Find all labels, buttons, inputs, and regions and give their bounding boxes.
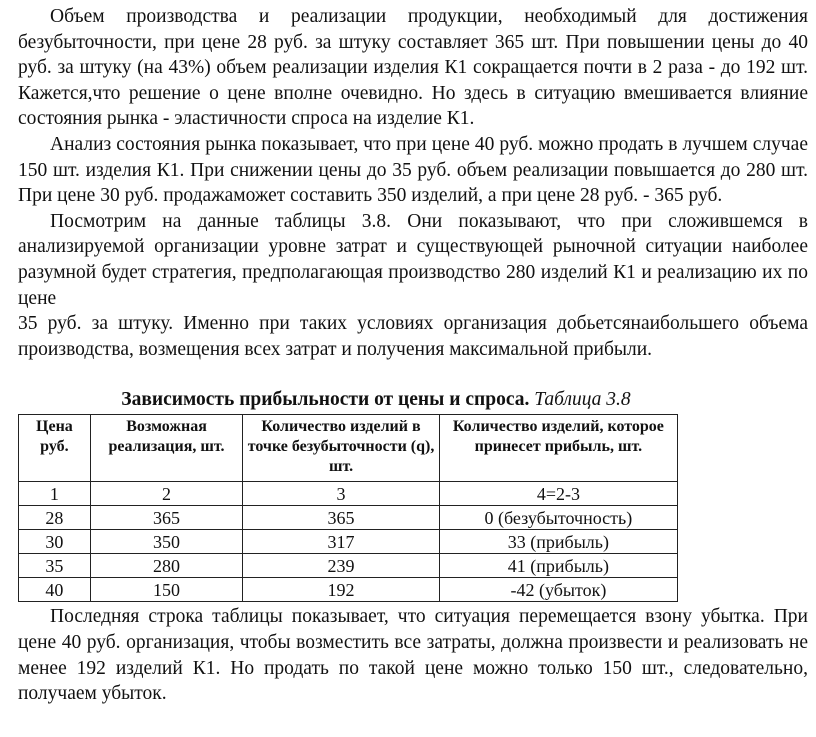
table-caption (18, 388, 706, 412)
paragraph-3: Посмотрим на данные таблицы 3.8. Они показывают, что при сложившемся в анализируемой организации уровне затрат и существующей рыночной ситуации наиболее разумной будет стратегия, предполагающая производство 280 изделий К1 и реализацию их по цене (18, 210, 808, 309)
profitability-table (18, 414, 678, 602)
cell-price: 40 (19, 578, 91, 602)
cell-profit: 33 (прибыль) (439, 530, 677, 554)
cell-breakeven: 3 (243, 482, 440, 506)
header-price: Цена руб. (19, 415, 91, 482)
cell-breakeven: 239 (243, 554, 440, 578)
header-profit-qty: Количество изделий, которое принесет прибыль, шт. (439, 415, 677, 482)
cell-sales: 350 (90, 530, 242, 554)
cell-sales: 2 (90, 482, 242, 506)
table-row (19, 578, 678, 602)
table-title: Зависимость прибыльности от цены и спроса. (121, 389, 530, 411)
cell-profit: 41 (прибыль) (439, 554, 677, 578)
cell-price: 28 (19, 506, 91, 530)
paragraph-5: Последняя строка таблицы показывает, что ситуация перемещается взону убытка. При цене 40 руб. организация, чтобы возместить все затраты, должна произвести и реализовать не менее 192 изделий К1. Но продать по такой цене можно только 150 шт., следовательно, получаем убыток. (18, 606, 808, 705)
cell-breakeven: 317 (243, 530, 440, 554)
cell-sales: 365 (90, 506, 242, 530)
cell-price: 1 (19, 482, 91, 506)
cell-breakeven: 192 (243, 578, 440, 602)
cell-profit: 4=2-3 (439, 482, 677, 506)
paragraph-4: 35 руб. за штуку. Именно при таких условиях организация добьетсянаибольшего объема производства, возмещения всех затрат и получения максимальной прибыли. (18, 313, 808, 360)
cell-price: 35 (19, 554, 91, 578)
cell-breakeven: 365 (243, 506, 440, 530)
table-row (19, 506, 678, 530)
paragraph-1: Объем производства и реализации продукции, необходимый для достижения безубыточности, при цене 28 руб. за штуку составляет 365 шт. При повышении цены до 40 руб. за штуку (на 43%) объем реализации изделия К1 сокращается почти в 2 раза - до 192 шт. Кажется,что решение о цене вполне очевидно. Но здесь в ситуацию вмешивается влияние состояния рынка - эластичности спроса на изделие К1. (18, 6, 808, 130)
spacer (18, 362, 808, 388)
table-header-row (19, 415, 678, 482)
table-row (19, 482, 678, 506)
cell-price: 30 (19, 530, 91, 554)
cell-profit: 0 (безубыточность) (439, 506, 677, 530)
header-breakeven-qty: Количество изделий в точке безубыточности (q), шт. (243, 415, 440, 482)
header-possible-sales: Возможная реализация, шт. (90, 415, 242, 482)
table-label: Таблица 3.8 (534, 389, 631, 411)
cell-sales: 150 (90, 578, 242, 602)
table-row (19, 530, 678, 554)
table-row (19, 554, 678, 578)
cell-profit: -42 (убыток) (439, 578, 677, 602)
paragraph-2: Анализ состояния рынка показывает, что при цене 40 руб. можно продать в лучшем случае 150 шт. изделия К1. При снижении цены до 35 руб. объем реализации повышается до 280 шт. При цене 30 руб. продажаможет составить 350 изделий, а при цене 28 руб. - 365 руб. (18, 133, 808, 207)
cell-sales: 280 (90, 554, 242, 578)
